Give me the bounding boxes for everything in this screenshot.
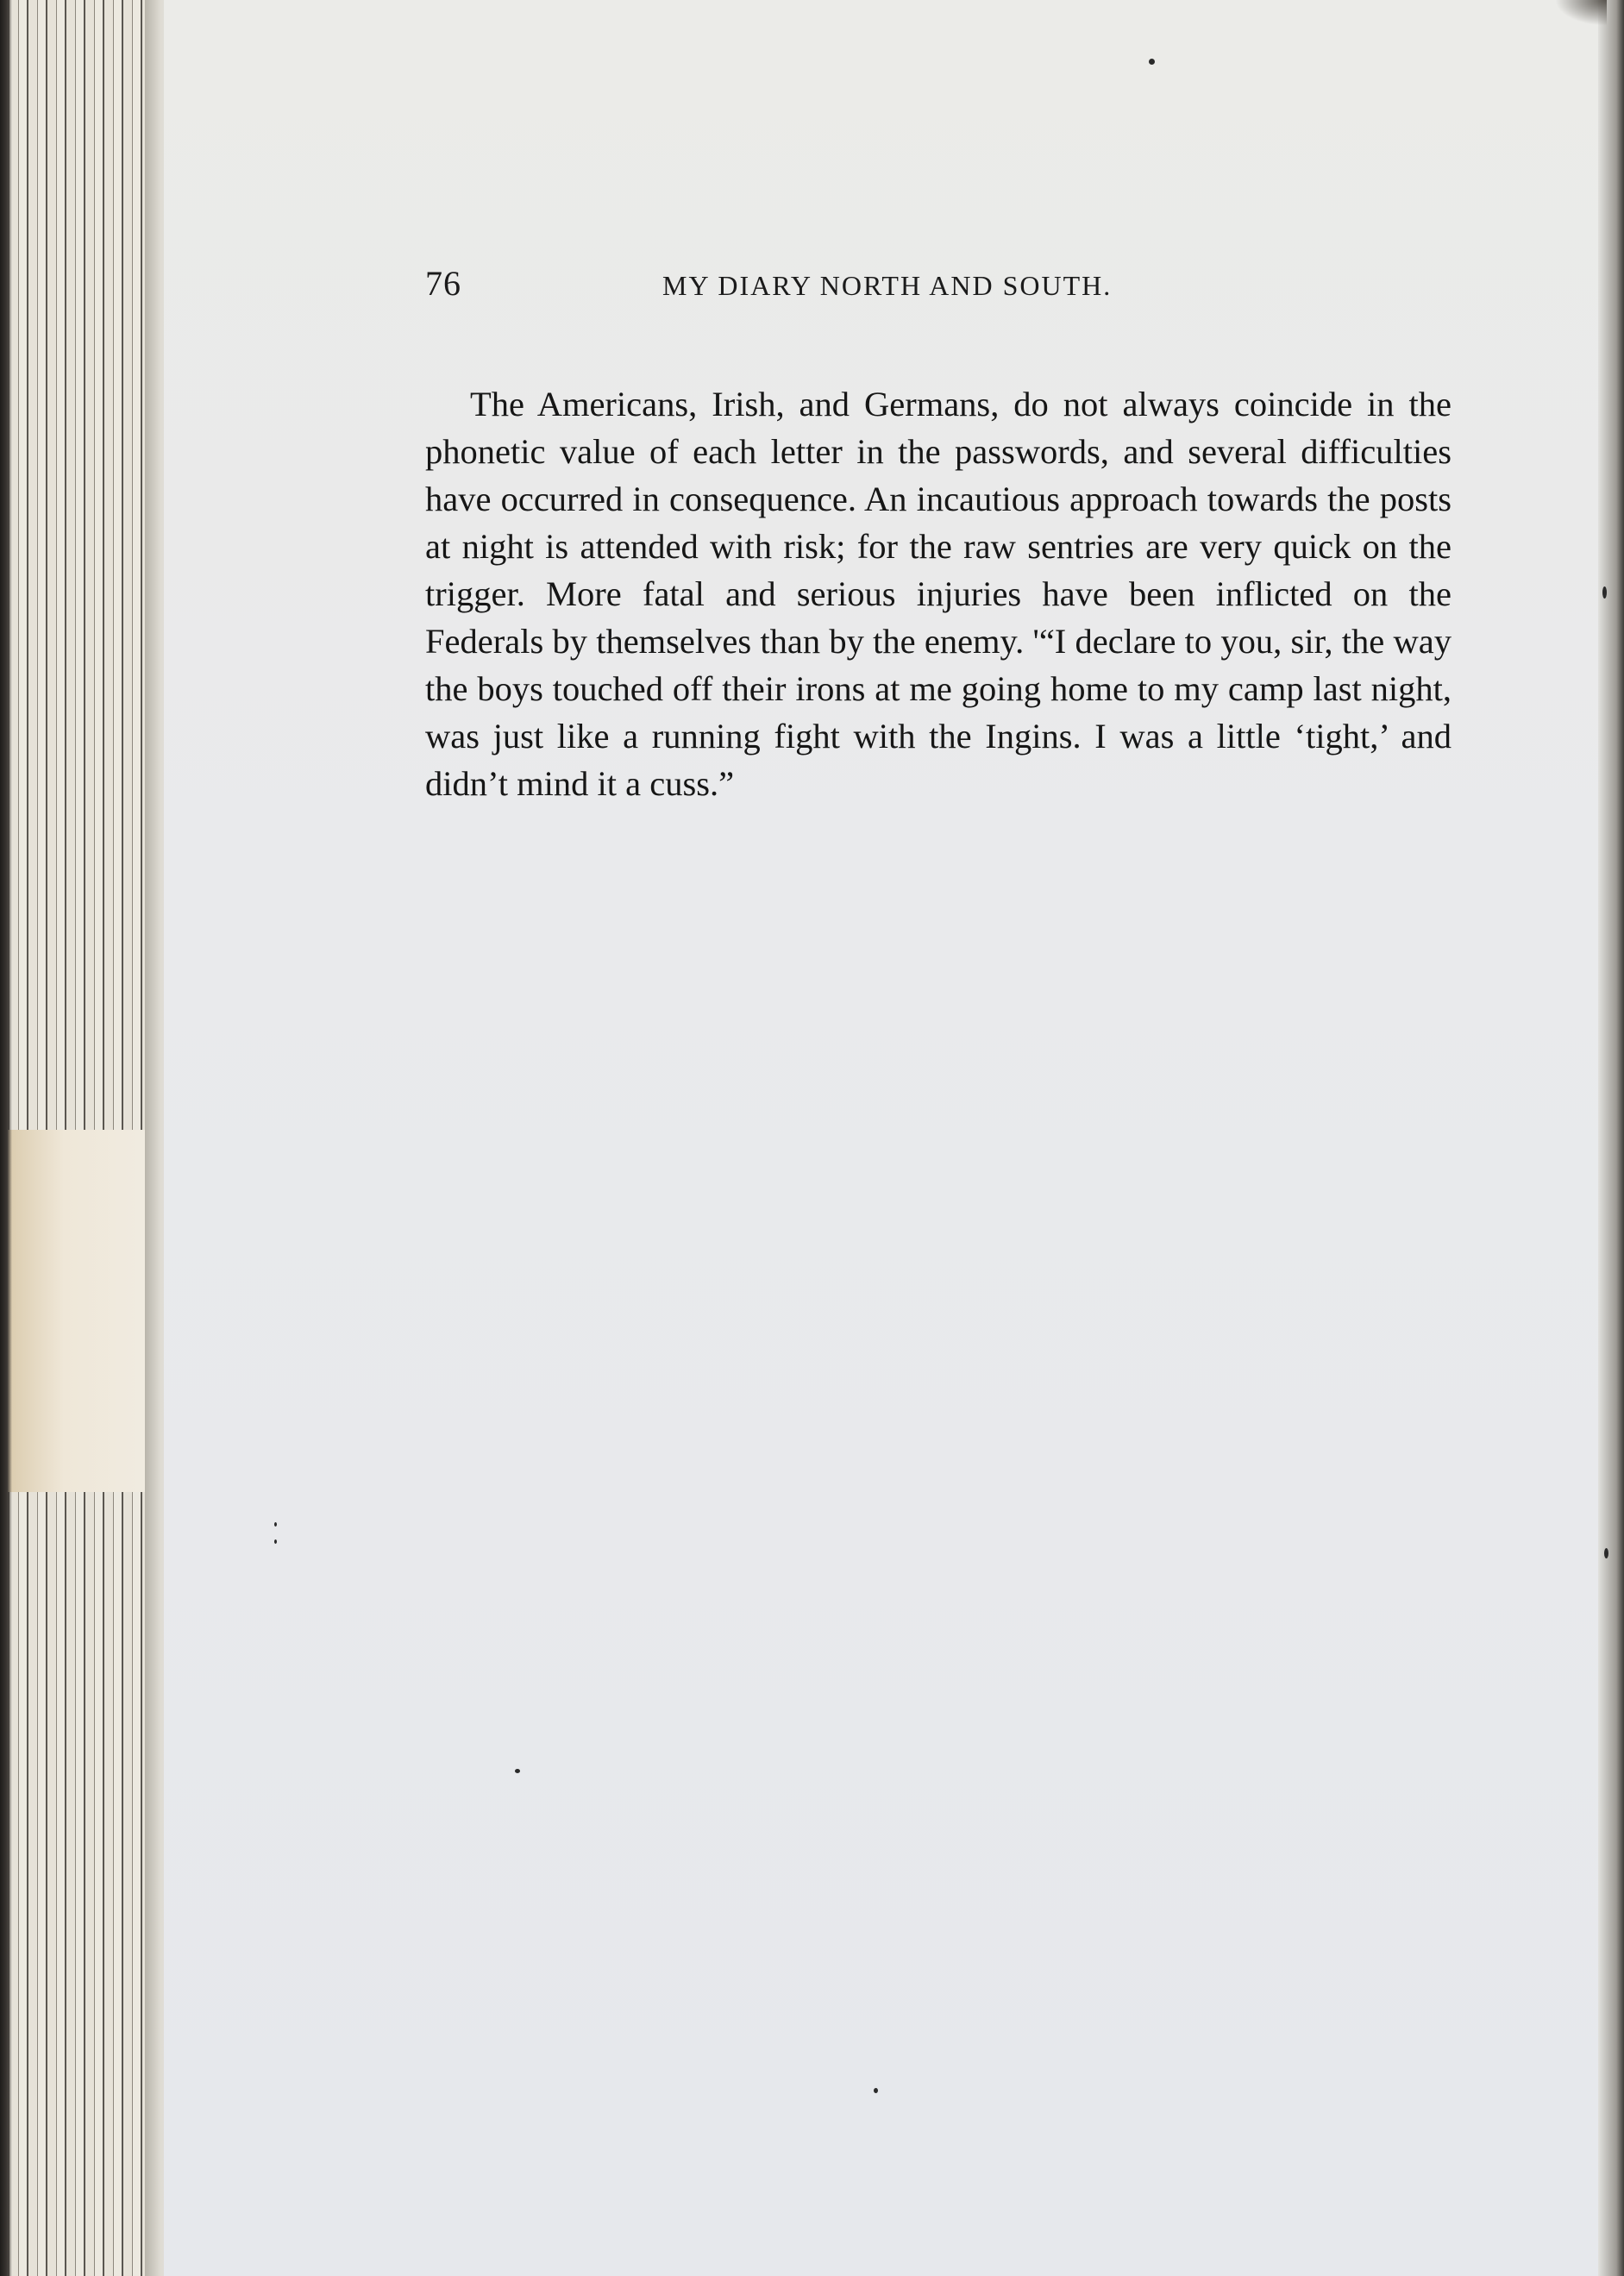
paper-speck: [274, 1539, 277, 1544]
running-head: MY DIARY NORTH AND SOUTH.: [662, 270, 1113, 301]
paper-speck: [515, 1769, 520, 1773]
stacked-page-edges: [0, 0, 160, 2276]
paper-speck: [1149, 59, 1155, 65]
spine-shadow: [0, 0, 12, 2276]
paper-speck: [1602, 586, 1607, 599]
right-page-edge: [1598, 0, 1624, 2276]
corner-wear: [1555, 0, 1607, 26]
paper-speck: [1604, 1548, 1608, 1558]
page-number: 76: [425, 264, 461, 303]
page-header: [425, 263, 1452, 315]
paper-speck: [274, 1522, 277, 1527]
body-paragraph: The Americans, Irish, and Germans, do not always coincide in the phonetic value of each letter in the passwords, and several difficulties have occurred in consequence. An incautious approach towards the posts at night is attended with risk; for the raw sentries are very quick on the trigger. More fatal and serious injuries have been inflicted on the Federals by themselves than by the enemy. '“I declare to you, sir, the way the boys touched off their irons at me going home to my camp last night, was just like a running fight with the Ingins. I was a little ‘tight,’ and didn’t mind it a cuss.”: [425, 384, 1452, 803]
book-page: [164, 0, 1600, 2276]
paper-speck: [874, 2088, 878, 2093]
